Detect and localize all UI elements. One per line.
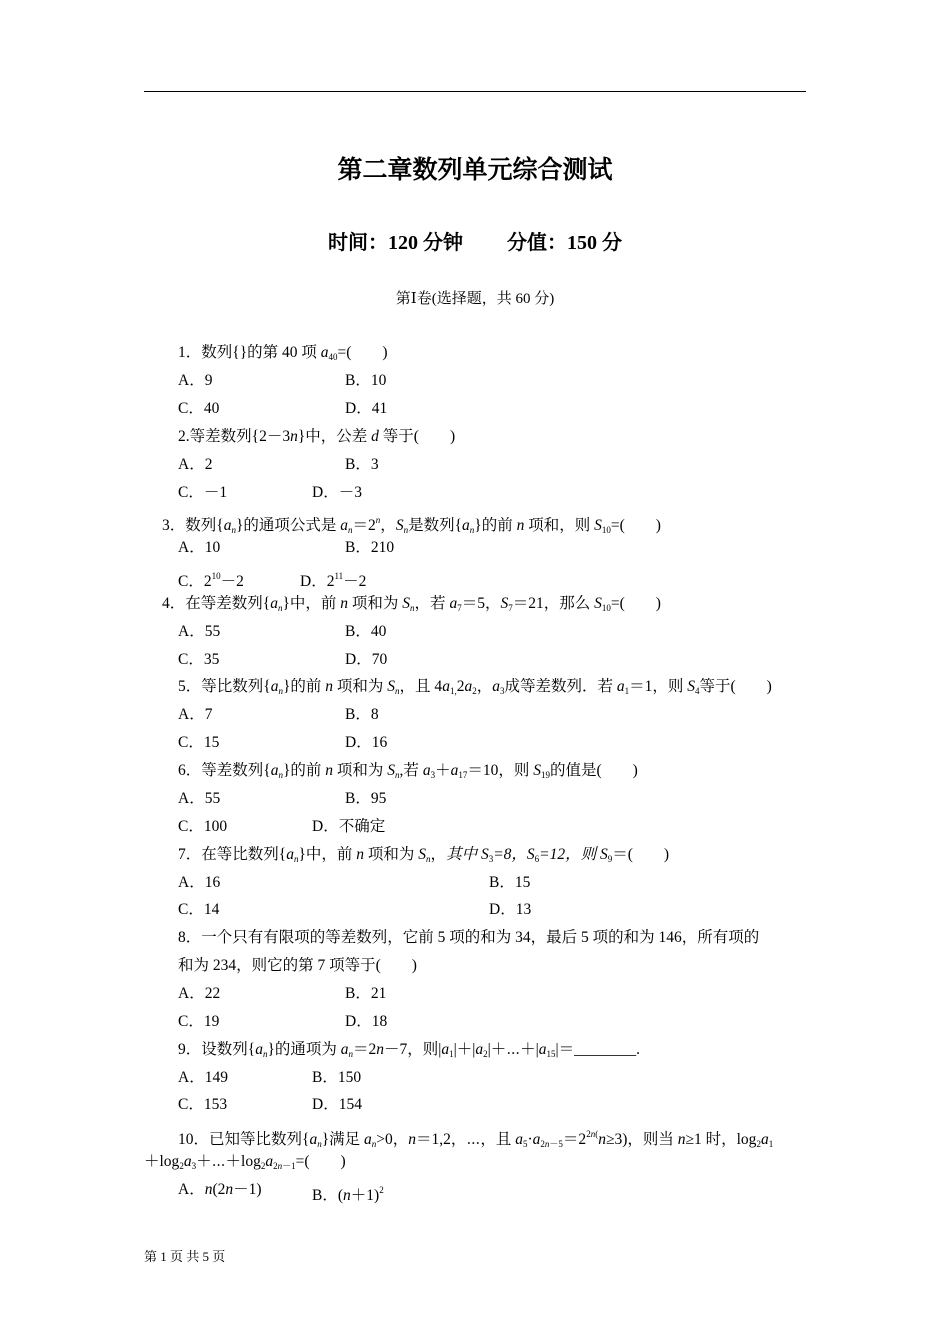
- time-label: 时间：120 分钟: [328, 232, 463, 254]
- question-6-option-d: D．不确定: [312, 818, 386, 835]
- question-8-stem-line-1: 8．一个只有有限项的等差数列，它前 5 项的和为 34，最后 5 项的和为 146，所有项的: [178, 929, 760, 946]
- score-label: 分值：150 分: [507, 232, 622, 254]
- question-4-option-d: D．70: [345, 651, 388, 668]
- question-4-option-c: C．35: [178, 651, 220, 668]
- header-rule: [144, 91, 806, 92]
- question-2-option-b: B．3: [345, 456, 379, 473]
- exam-info: [0, 226, 950, 255]
- question-8-option-d: D．18: [345, 1013, 388, 1030]
- section-heading: 第Ⅰ卷(选择题，共 60 分): [395, 291, 555, 307]
- question-5-stem: 5．等比数列$\{a_n\}$的前 n 项和为 $S_n$，且 $4a_{1,}2a_2$，$a_3$成等差数列．若 $a_1=1$，则 $S_4$等于( ): [178, 678, 772, 696]
- question-8-stem-line-2: 和为 234，则它的第 7 项等于( ): [178, 957, 417, 974]
- question-3-option-a: A．10: [178, 539, 221, 556]
- question-8-option-a: A．22: [178, 985, 221, 1002]
- question-7-option-c: C．14: [178, 901, 220, 918]
- question-6-option-c: C．100: [178, 818, 228, 835]
- page-title: 第二章数列单元综合测试: [337, 157, 613, 184]
- question-6-stem: 6．等差数列$\{a_n\}$的前 n 项和为 $S_n$,若 $a_3+a_{17}=10$，则 $S_{19}$的值是( ): [178, 762, 638, 780]
- question-10-stem-line-1: 10．已知等比数列$\{a_n\}$满足 $a_n>0$，n＝1,2，⋯，且 $a_5\cdot a_{2n-5}=2^{2n(}n\ge 3$)，则当 n≥1 时，$\log_2a_1$: [178, 1129, 774, 1149]
- question-6-option-b: B．95: [345, 790, 387, 807]
- question-9-option-d: D．154: [312, 1096, 362, 1113]
- question-5-option-d: D．16: [345, 734, 388, 751]
- question-5-option-a: A．7: [178, 706, 213, 723]
- question-7-option-a: A．16: [178, 874, 221, 891]
- question-9-option-c: C．153: [178, 1096, 228, 1113]
- question-1-option-a: A．9: [178, 372, 213, 389]
- question-6-option-a: A．55: [178, 790, 221, 807]
- question-3-option-b: B．210: [345, 539, 395, 556]
- question-2-stem: 2.等差数列{2－3n}中，公差 d 等于( ): [178, 428, 456, 445]
- question-9-option-a: A．149: [178, 1069, 228, 1086]
- question-10-option-b: B．$(n+1)^2$: [312, 1185, 384, 1204]
- question-10-option-a: A．n(2n－1): [178, 1181, 262, 1198]
- question-4-stem: 4．在等差数列$\{a_n\}$中，前 n 项和为 $S_n$，若 $a_7=5$，$S_7=21$，那么 $S_{10}=$( ): [162, 595, 661, 613]
- question-3-option-c: C．$2^{10}-2$: [178, 571, 244, 590]
- question-4-option-b: B．40: [345, 623, 387, 640]
- page-footer: 第 1 页 共 5 页: [144, 1249, 226, 1264]
- question-9-stem: 9．设数列$\{a_n\}$的通项为 $a_n=2n-7$，则$|a_1|+|a_2|+\cdots+|a_{15}|=\_\_\_\_\_\_\_\_$.: [178, 1041, 641, 1059]
- question-7-stem: 7．在等比数列$\{a_n\}$中，前 n 项和为 $S_n$，其中 $S_3=8$，$S_6=12$，则 $S_9=$( ): [178, 846, 670, 864]
- question-1-option-b: B．10: [345, 372, 387, 389]
- question-10-stem-line-2: $+\log_2a_3+\cdots+\log_2a_{2n-1}=$( ): [144, 1153, 346, 1171]
- question-9-option-b: B．150: [312, 1069, 362, 1086]
- question-7-option-b: B．15: [489, 874, 531, 891]
- question-2-option-d: D．－3: [312, 484, 362, 501]
- question-4-option-a: A．55: [178, 623, 221, 640]
- question-5-option-b: B．8: [345, 706, 379, 723]
- question-1-option-d: D．41: [345, 400, 388, 417]
- question-7-option-d: D．13: [489, 901, 532, 918]
- question-8-option-b: B．21: [345, 985, 387, 1002]
- question-3-option-d: D．$2^{11}-2$: [300, 571, 367, 590]
- question-2-option-a: A．2: [178, 456, 213, 473]
- question-5-option-c: C．15: [178, 734, 220, 751]
- question-3-stem: 3．数列$\{a_n\}$的通项公式是 $a_n=2^n$，$S_n$是数列$\{a_n\}$的前 n 项和，则 $S_{10}=$( ): [162, 515, 661, 535]
- question-1-option-c: C．40: [178, 400, 220, 417]
- question-8-option-c: C．19: [178, 1013, 220, 1030]
- question-2-option-c: C．－1: [178, 484, 228, 501]
- question-1-stem: 1．数列{}的第 40 项 $a_{40}=$( ): [178, 344, 388, 362]
